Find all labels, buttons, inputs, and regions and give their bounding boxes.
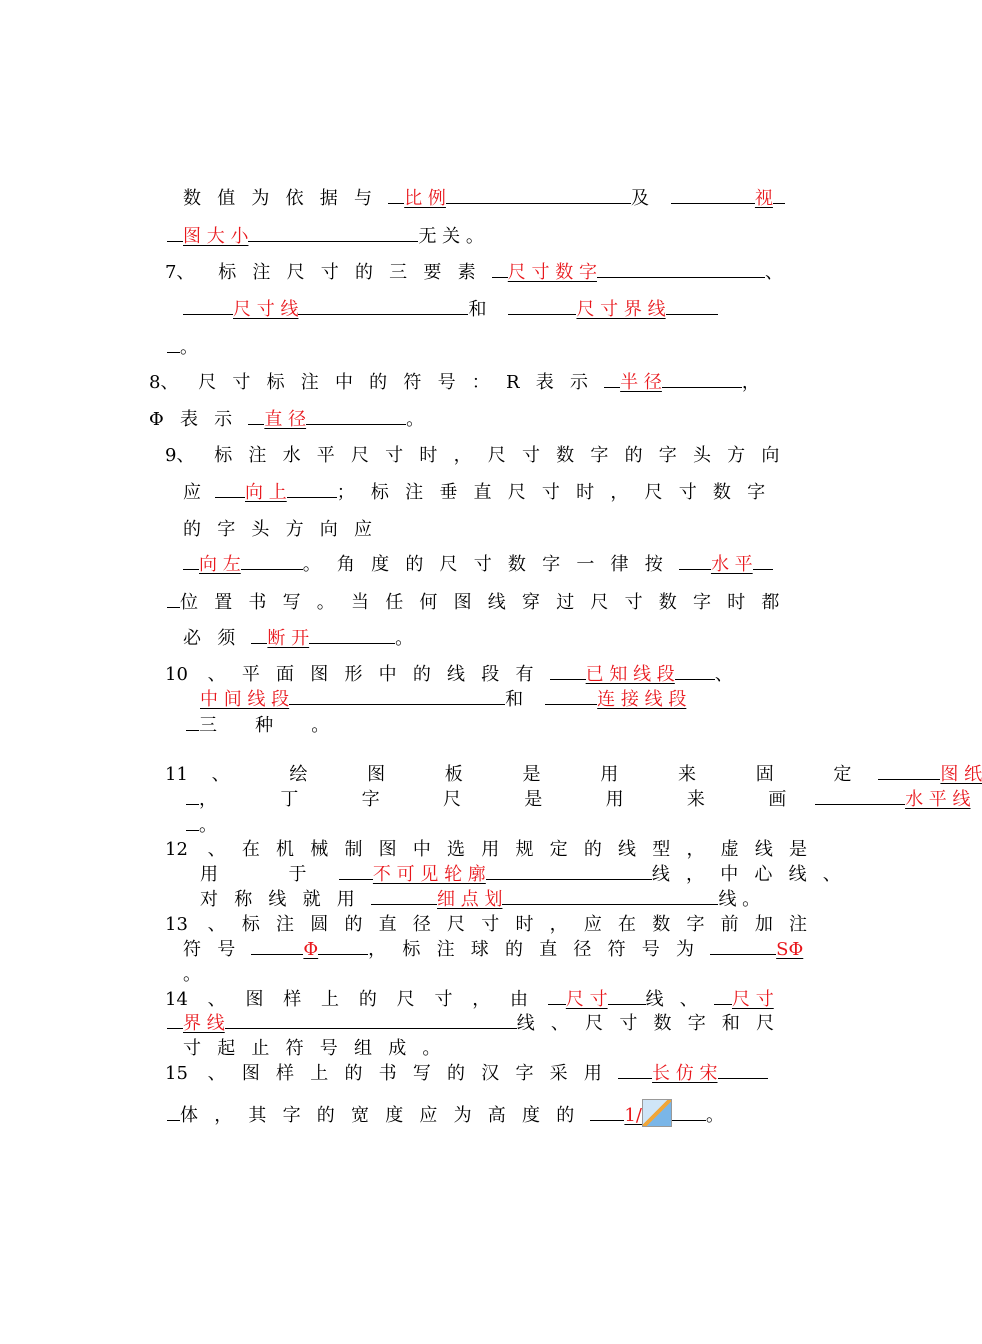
text: 。 xyxy=(199,815,217,836)
answer-2: SΦ xyxy=(776,939,804,960)
answer-shi: 视 xyxy=(754,188,773,209)
separator: 、 xyxy=(764,262,783,283)
line-2 xyxy=(167,226,484,248)
answer-4: 断 开 xyxy=(267,628,310,649)
separator: ， xyxy=(741,372,760,393)
text: 数值为依据与 xyxy=(183,188,389,209)
question-number: 14 xyxy=(165,989,188,1010)
text: 寸起止符号组成。 xyxy=(183,1038,457,1059)
text: 无 关 。 xyxy=(418,226,484,247)
text: R表示 xyxy=(506,372,605,393)
question-number: 7、 xyxy=(165,262,195,283)
text: 线、 xyxy=(645,989,714,1010)
answer-2-cont: 界 线 xyxy=(183,1013,225,1034)
question-11-line-2 xyxy=(186,789,971,811)
question-text: 尺寸标注中的符号： xyxy=(198,372,506,393)
text: 。 xyxy=(180,337,198,358)
question-number: 10 xyxy=(165,664,188,685)
text: ， 丁 字 尺 是 用 来 画 xyxy=(199,789,816,810)
text: 用 于 xyxy=(200,864,339,885)
question-text: 、平面图形中的线段有 xyxy=(207,664,550,685)
text: 体，其字的宽度应为高度的 xyxy=(180,1105,591,1126)
answer-1: 尺 寸 数 字 xyxy=(507,262,597,283)
answer-1: Φ xyxy=(303,939,319,960)
question-15 xyxy=(165,1063,768,1085)
question-text: 、图样上的书写的汉字采用 xyxy=(207,1063,619,1084)
question-12-line-3 xyxy=(200,889,760,911)
answer-2: 尺 寸 xyxy=(731,989,774,1010)
answer-2: 尺 寸 线 xyxy=(233,299,299,320)
question-9-line-2 xyxy=(183,482,781,504)
question-15-line-2 xyxy=(167,1099,724,1127)
question-text: 、标注圆的直径尺寸时，应在数字前加注 xyxy=(207,914,824,935)
question-8-line-2 xyxy=(149,409,424,431)
text: ；标注垂直尺寸时，尺寸数字 xyxy=(336,482,782,503)
question-text: 、 绘 图 板 是 用 来 固 定 xyxy=(211,764,879,785)
question-text: 、图样上的尺寸，由 xyxy=(207,989,548,1010)
question-7-line-3 xyxy=(167,337,198,359)
text: 必须 xyxy=(183,628,252,649)
text: 符号 xyxy=(183,939,252,960)
question-number: 11 xyxy=(165,764,188,785)
answer-2: 直 径 xyxy=(264,409,307,430)
question-9-line-6 xyxy=(183,628,413,650)
text: 和 xyxy=(505,689,524,710)
question-number: 15 xyxy=(165,1063,188,1084)
question-text: 标注尺寸的三要素 xyxy=(218,262,492,283)
text: 对称线就用 xyxy=(200,889,371,910)
text: 应 xyxy=(183,482,201,503)
text: 。 xyxy=(183,964,201,985)
answer-2: 向 左 xyxy=(199,554,241,575)
question-10-line-3 xyxy=(186,715,345,737)
text: 和 xyxy=(468,299,487,320)
answer-2: 1/ xyxy=(624,1105,642,1126)
text: 。 xyxy=(395,628,414,649)
text: 线、尺寸数字和尺 xyxy=(516,1013,791,1034)
question-13 xyxy=(165,914,823,936)
text: 。 xyxy=(705,1105,724,1126)
question-number: 13 xyxy=(165,914,188,935)
text: 三 种 。 xyxy=(199,715,346,736)
question-12 xyxy=(165,839,823,861)
question-14-line-3 xyxy=(183,1038,457,1060)
answer-2: 中 间 线 段 xyxy=(200,689,290,710)
answer-3: 尺 寸 界 线 xyxy=(576,299,666,320)
text: 线，中心线、 xyxy=(651,864,858,885)
separator: 、 xyxy=(714,664,733,685)
broken-image-icon xyxy=(642,1099,672,1127)
answer-1: 不 可 见 轮 廓 xyxy=(372,864,486,885)
answer-1: 已 知 线 段 xyxy=(585,664,675,685)
text: Φ表示 xyxy=(149,409,249,430)
question-13-line-2 xyxy=(183,939,803,961)
answer-2: 细 点 划 xyxy=(437,889,503,910)
question-number: 8、 xyxy=(149,372,179,393)
answer-1: 图 纸 xyxy=(940,764,982,785)
text: ，标注球的直径符号为 xyxy=(368,939,711,960)
answer-bili: 比 例 xyxy=(404,188,446,209)
answer-1: 向 上 xyxy=(245,482,287,503)
answer-tudaxiao: 图 大 小 xyxy=(183,226,249,247)
text: 线 。 xyxy=(718,889,761,910)
question-text: 、在机械制图中选用规定的线型，虚线是 xyxy=(207,839,824,860)
answer-2: 水 平 线 xyxy=(905,789,971,810)
text: 的字头方向应 xyxy=(183,519,389,540)
text: 。角度的尺寸数字一律按 xyxy=(302,554,679,575)
question-9-line-5 xyxy=(167,592,796,614)
text: 位置书写。当任何图线穿过尺寸数字时都 xyxy=(180,592,796,613)
question-10-line-2 xyxy=(200,689,686,711)
question-text: 标注水平尺寸时，尺寸数字的字头方向 xyxy=(214,445,796,466)
question-14 xyxy=(165,989,774,1011)
line-1 xyxy=(183,188,785,210)
question-12-line-2 xyxy=(200,864,857,886)
question-number: 12 xyxy=(165,839,188,860)
text: 及 xyxy=(630,188,649,209)
question-13-line-3 xyxy=(183,964,201,986)
question-8 xyxy=(149,372,760,394)
question-number: 9、 xyxy=(165,445,195,466)
question-10 xyxy=(165,664,733,686)
question-9-line-4 xyxy=(183,554,773,576)
answer-1: 长 仿 宋 xyxy=(652,1063,718,1084)
question-9-line-3 xyxy=(183,519,388,541)
question-11 xyxy=(165,764,982,786)
answer-1: 半 径 xyxy=(620,372,662,393)
answer-3: 连 接 线 段 xyxy=(597,689,687,710)
question-9 xyxy=(165,445,796,467)
question-7 xyxy=(165,262,783,284)
question-7-line-2 xyxy=(183,299,718,321)
answer-1: 尺 寸 xyxy=(565,989,608,1010)
answer-3: 水 平 xyxy=(710,554,753,575)
question-14-line-2 xyxy=(167,1013,790,1035)
question-11-line-3 xyxy=(186,815,217,837)
text: 。 xyxy=(406,409,425,430)
